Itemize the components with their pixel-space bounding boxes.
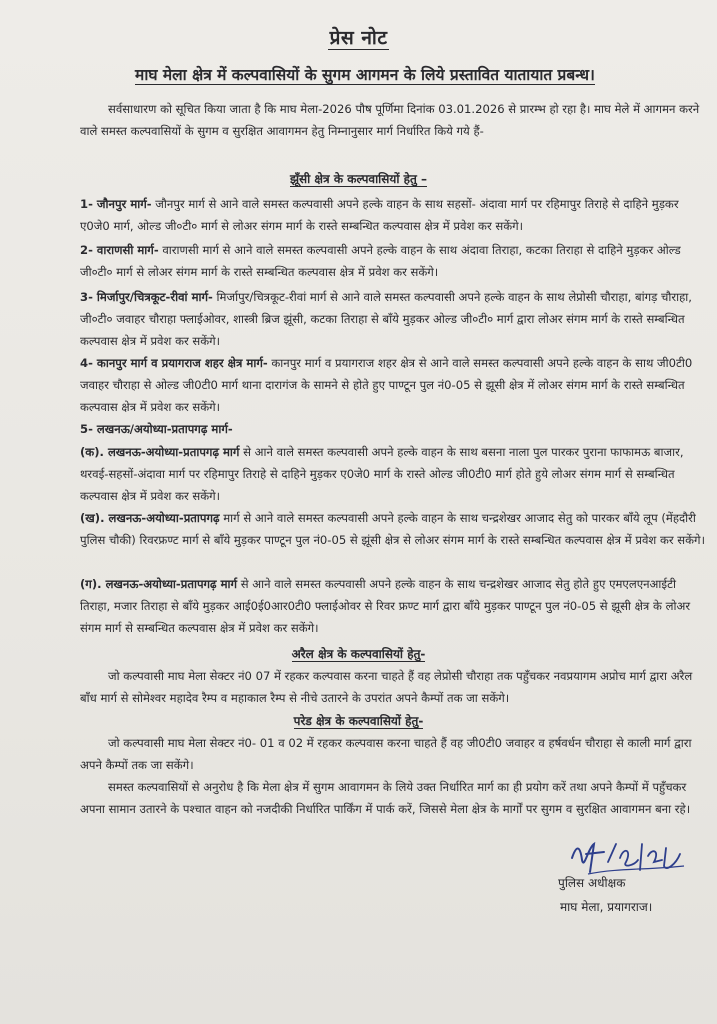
intro-paragraph: सर्वसाधारण को सूचित किया जाता है कि माघ मेला-2026 पौष पूर्णिमा दिनांक 03.01.2026 से प्रारम्भ हो रहा है। माघ मेले में आगमन करने वाले समस्त कल्पवासियों के सुगम व सुरक्षित आवागमन हेतु निम्नानुसार मार्ग निर्धारित किये गये हैं- — [80, 102, 700, 138]
arail-heading: अरैल क्षेत्र के कल्पवासियों हेतु- — [291, 647, 426, 661]
route-item-varanasi: 2- वाराणसी मार्ग- वाराणसी मार्ग से आने वाले समस्त कल्पवासी अपने हल्के वाहन के साथ अंदावा तिराहा, कटका तिराहा से दाहिने मुड़कर ओल्ड जी०टी० मार्ग से लोअर संगम मार्ग के रास्ते सम्बन्धित कल्पवास क्षेत्र में प्रवेश कर सकेंगे। — [80, 243, 681, 279]
parade-paragraph: जो कल्पवासी माघ मेला सेक्टर नं0- 01 व 02 में रहकर कल्पवास करना चाहते हैं वह जी0टी0 जवाहर व हर्षवर्धन चौराहा से काली मार्ग द्वारा अपने कैम्पों तक जा सकेंगे। — [80, 736, 692, 772]
route-item-lucknow-heading: 5- लखनऊ/अयोध्या-प्रतापगढ़ मार्ग- — [80, 422, 233, 436]
arail-paragraph: जो कल्पवासी माघ मेला सेक्टर नं0 07 में रहकर कल्पवास करना चाहते हैं वह लेप्रोसी चौराहा तक पहुँचकर नवप्रयागम अप्रोच मार्ग द्वारा अरैल बाँध मार्ग से सोमेश्वर महादेव रैम्प व महाकाल रैम्प से नीचे उतारने के उपरांत अपने कैम्पों तक जा सकेंगे। — [80, 669, 693, 705]
jhunsi-heading: झूँसी क्षेत्र के कल्पवासियों हेतु – — [289, 172, 428, 186]
subject-line: माघ मेला क्षेत्र में कल्पवासियों के सुगम आगमन के लिये प्रस्तावित यातायात प्रबन्ध। — [135, 66, 595, 84]
signatory-office: माघ मेला, प्रयागराज। — [560, 900, 653, 914]
route-subitem-kha: (ख). लखनऊ-अयोध्या-प्रतापगढ़ मार्ग से आने वाले समस्त कल्पवासी अपने हल्के वाहन के साथ चन्द्रशेखर आजाद सेतु को पारकर बाँये लूप (मेंहदौरी पुलिस चौकी) रिवरफ्रण्ट मार्ग से बाँये मुड़कर पाण्टून पुल नं0-05 से झूंसी क्षेत्र से लोअर संगम मार्ग के रास्ते सम्बन्धित कल्पवास क्षेत्र में प्रवेश कर सकेंगे। — [80, 511, 705, 547]
page-title: प्रेस नोट — [329, 27, 388, 49]
route-item-jaunpur: 1- जौनपुर मार्ग- जौनपुर मार्ग से आने वाले समस्त कल्पवासी अपने हल्के वाहन के साथ सहसों- अंदावा मार्ग पर रहिमापुर तिराहे से दाहिने मुड़कर ए0जे0 मार्ग, ओल्ड जी०टी० मार्ग से लोअर संगम मार्ग के रास्ते सम्बन्धित कल्पवास क्षेत्र में प्रवेश कर सकेंगे। — [80, 197, 679, 233]
signature-scribble-icon — [568, 836, 688, 878]
parade-heading: परेड क्षेत्र के कल्पवासियों हेतु- — [293, 714, 424, 728]
route-subitem-ka: (क). लखनऊ-अयोध्या-प्रतापगढ़ मार्ग से आने वाले समस्त कल्पवासी अपने हल्के वाहन के साथ बसना नाला पुल पारकर पुराना फाफामऊ बाजार, थरवई-सहसों-अंदावा मार्ग पर रहिमापुर तिराहे से दाहिने मुड़कर ए0जे0 मार्ग के रास्ते ओल्ड जी0टी0 मार्ग होते हुये लोअर संगम मार्ग से सम्बन्धित कल्पवास क्षेत्र में प्रवेश कर सकेंगे। — [80, 445, 684, 503]
route-item-mirzapur: 3- मिर्जापुर/चित्रकूट-रीवां मार्ग- मिर्जापुर/चित्रकूट-रीवां मार्ग से आने वाले समस्त कल्पवासी अपने हल्के वाहन के साथ लेप्रोसी चौराहा, बांगड़ चौराहा, जी०टी० जवाहर चौराहा फ्लाईओवर, शास्त्री ब्रिज झूंसी, कटका तिराहा से बाँये मुड़कर ओल्ड जी०टी० मार्ग द्वारा लोअर संगम मार्ग के रास्ते सम्बन्धित कल्पवास क्षेत्र में प्रवेश कर सकेंगे। — [80, 290, 692, 348]
appeal-paragraph: समस्त कल्पवासियों से अनुरोध है कि मेला क्षेत्र में सुगम आवागमन के लिये उक्त निर्धारित मार्ग का ही प्रयोग करें तथा अपने कैम्पों में पहुँचकर अपना सामान उतारने के पश्चात वाहन को नजदीकी निर्धारित पार्किंग में पार्क करें, जिससे मेला क्षेत्र के मार्गों पर सुगम व सुरक्षित आवागमन बना रहे। — [80, 780, 691, 816]
route-subitem-ga: (ग). लखनऊ-अयोध्या-प्रतापगढ़ मार्ग से आने वाले समस्त कल्पवासी अपने हल्के वाहन के साथ चन्द्रशेखर आजाद सेतु होते हुए एमएलएनआईटी तिराहा, मजार तिराहा से बाँये मुड़कर आई0ई0आर0टी0 फ्लाईओवर से रिवर फ्रण्ट मार्ग द्वारा बाँये मुड़कर पाण्टून पुल नं0-05 से झूसी क्षेत्र के लोअर संगम मार्ग से सम्बन्धित कल्पवास क्षेत्र में प्रवेश कर सकेंगे। — [80, 577, 691, 635]
route-item-kanpur: 4- कानपुर मार्ग व प्रयागराज शहर क्षेत्र मार्ग- कानपुर मार्ग व प्रयागराज शहर क्षेत्र से आने वाले समस्त कल्पवासी अपने हल्के वाहन के साथ जी0टी0 जवाहर चौराहा से ओल्ड जी0टी0 मार्ग थाना दारागंज के सामने से होते हुए पाण्टून पुल नं0-05 से झूसी क्षेत्र में लोअर संगम मार्ग के रास्ते सम्बन्धित कल्पवास क्षेत्र में प्रवेश कर सकेंगे। — [80, 356, 693, 414]
signatory-designation: पुलिस अधीक्षक — [558, 876, 626, 890]
